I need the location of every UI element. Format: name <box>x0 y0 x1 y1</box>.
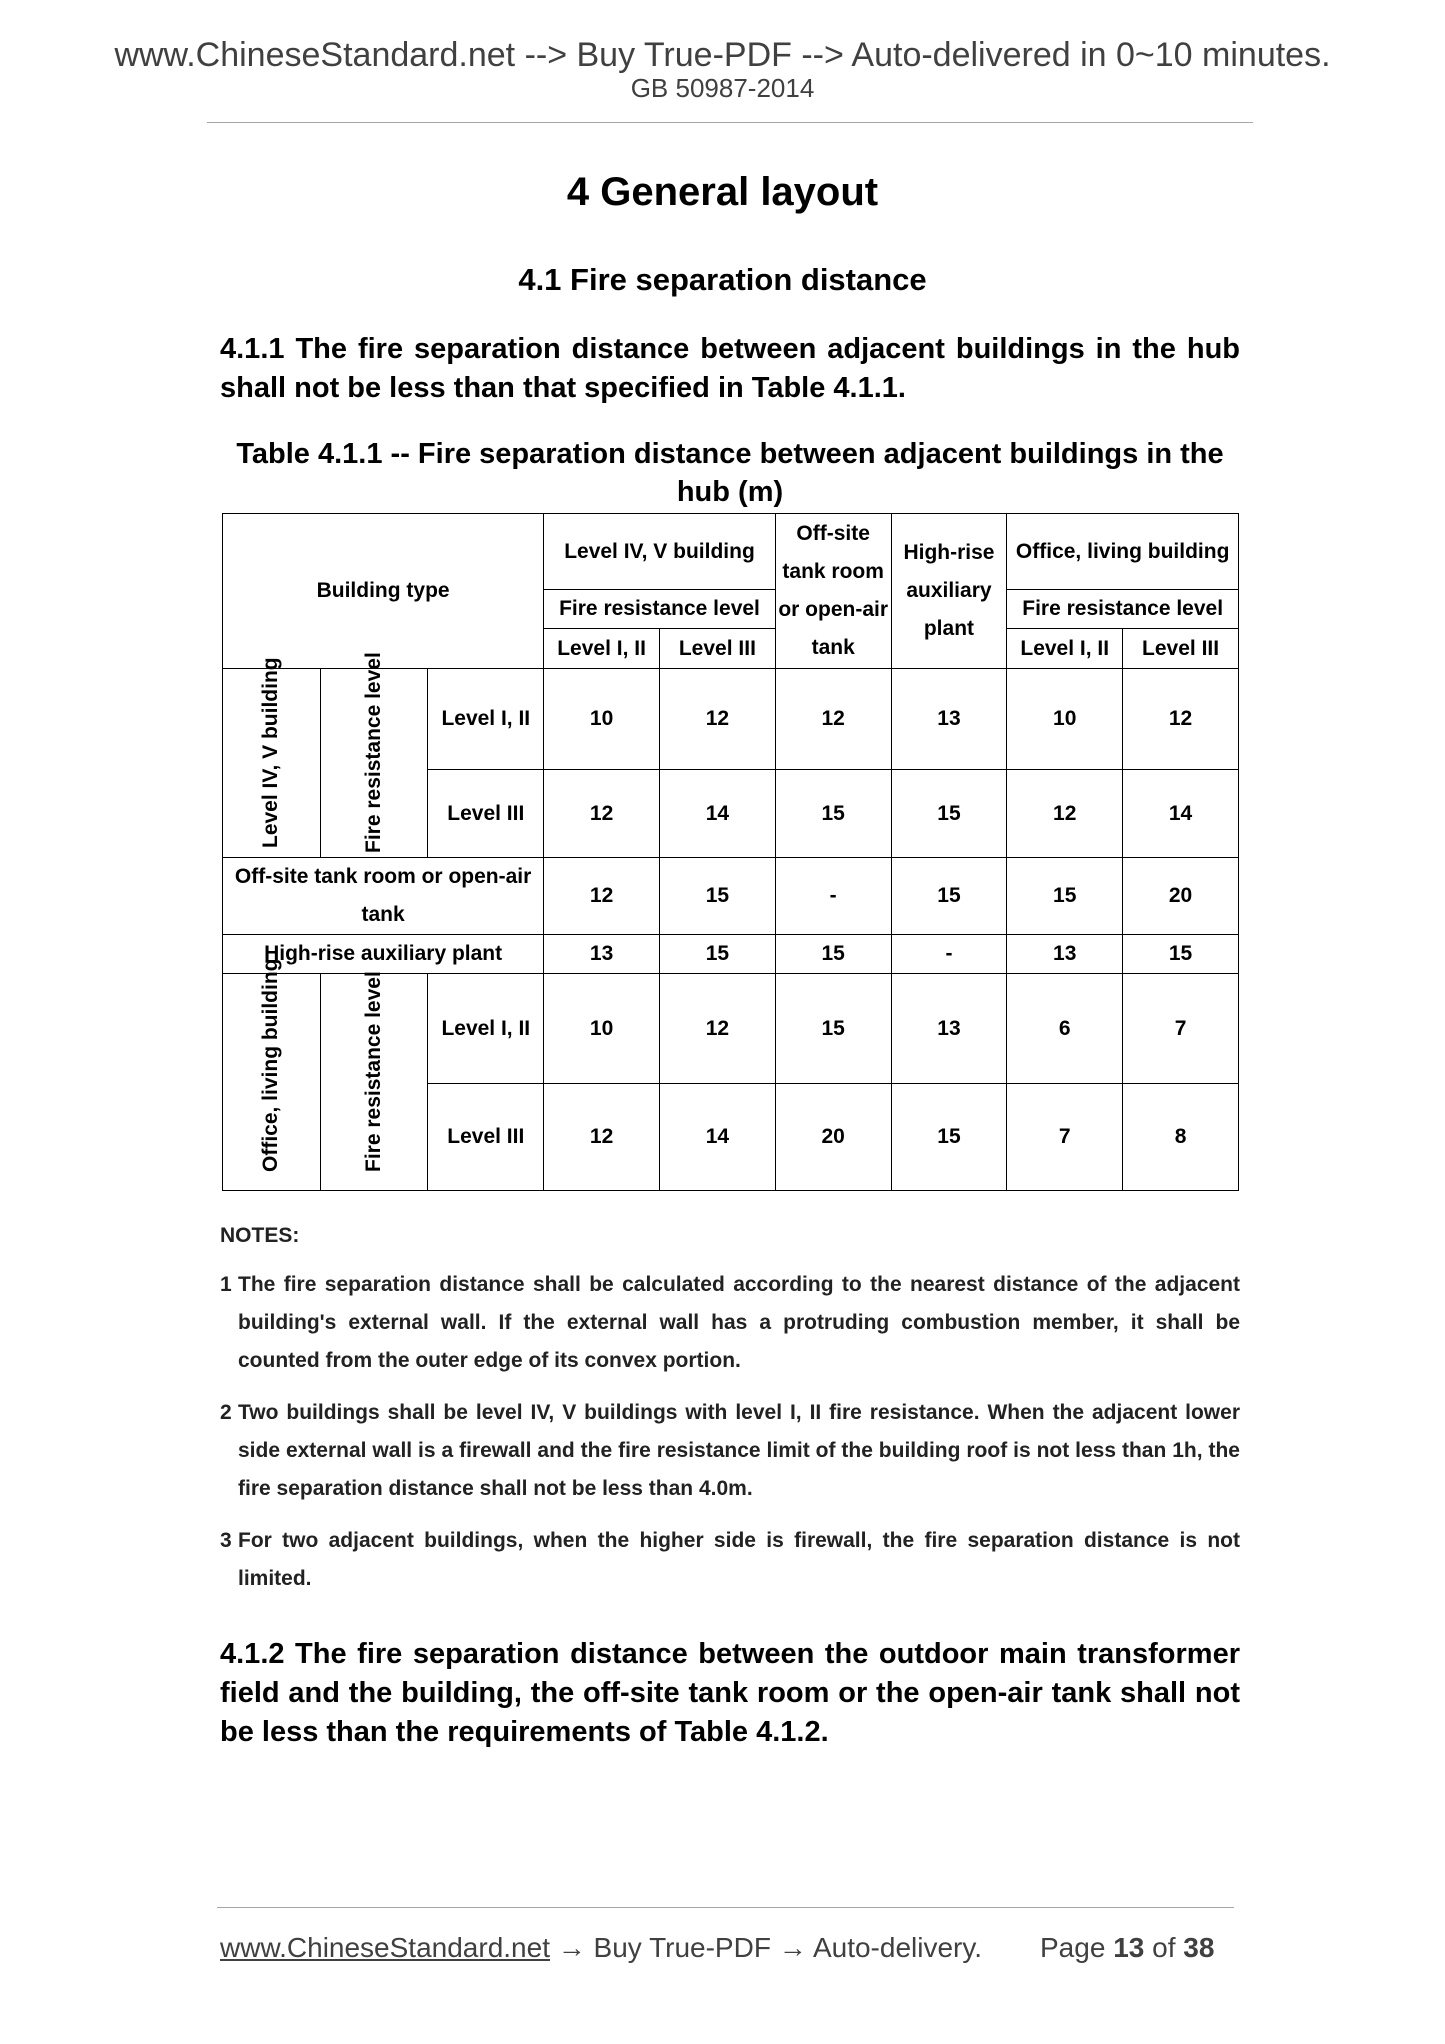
of-word: of <box>1152 1932 1176 1963</box>
table-cell: 6 <box>1007 974 1123 1084</box>
standard-code: GB 50987-2014 <box>630 73 815 103</box>
row-group-label: Office, living building <box>259 958 283 1172</box>
row-label-offsite-tank: Off-site tank room or open-air tank <box>223 858 544 935</box>
row-label-high-rise-plant: High-rise auxiliary plant <box>223 935 544 974</box>
page-indicator <box>1040 1932 1214 1964</box>
note-item <box>220 1522 1240 1598</box>
table-cell: 15 <box>1123 935 1239 974</box>
site-link[interactable]: www.ChineseStandard.net <box>220 1932 550 1963</box>
row-group-label: Fire resistance level <box>362 652 386 853</box>
header-level-i-ii: Level I, II <box>1007 629 1123 669</box>
building-type-header: Building type <box>223 514 544 669</box>
table-cell: 20 <box>775 1084 891 1191</box>
header-divider <box>207 122 1253 123</box>
note-number: 1 <box>220 1273 232 1296</box>
table-cell: 15 <box>891 1084 1007 1191</box>
table-cell: 14 <box>1123 770 1239 858</box>
table-row <box>223 935 1239 974</box>
table-cell: 12 <box>544 1084 660 1191</box>
table-cell: 15 <box>891 770 1007 858</box>
row-label-level-i-ii: Level I, II <box>428 669 544 770</box>
table-cell: 12 <box>1007 770 1123 858</box>
table-cell: 15 <box>659 935 775 974</box>
table-cell: 8 <box>1123 1084 1239 1191</box>
row-label-level-i-ii: Level I, II <box>428 974 544 1084</box>
table-cell: 15 <box>1007 858 1123 935</box>
header-high-rise-plant: High-rise auxiliary plant <box>891 514 1007 669</box>
table-row <box>223 974 1239 1084</box>
table-cell: 20 <box>1123 858 1239 935</box>
table-cell: 15 <box>891 858 1007 935</box>
header-banner: www.ChineseStandard.net --> Buy True-PDF --> Auto-delivered in 0~10 minutes. <box>114 36 1331 74</box>
notes <box>220 1224 1240 1612</box>
table-cell: 10 <box>1007 669 1123 770</box>
row-group-fire-resistance <box>320 652 428 858</box>
clause-4-1-1: 4.1.1 The fire separation distance between adjacent buildings in the hub shall not be less than that specified in Table 4.1.1. <box>220 333 1240 404</box>
note-number: 3 <box>220 1529 232 1552</box>
table-cell: 14 <box>659 770 775 858</box>
arrow-icon: → <box>557 1932 586 1963</box>
note-item <box>220 1394 1240 1508</box>
header-level-i-ii: Level I, II <box>544 629 660 669</box>
footer-links <box>220 1932 982 1964</box>
table-cell: - <box>891 935 1007 974</box>
table-cell: 12 <box>544 858 660 935</box>
header-office-living-building: Office, living building <box>1007 514 1239 590</box>
clause-4-1-2: 4.1.2 The fire separation distance between the outdoor main transformer field and the building, the off-site tank room or the open-air tank shall not be less than the requirements of Table 4.1.2. <box>220 1638 1240 1748</box>
row-group-fire-resistance <box>320 971 428 1191</box>
table-row <box>223 858 1239 935</box>
arrow-icon: → <box>778 1932 807 1963</box>
auto-delivery-text: Auto-delivery. <box>812 1932 983 1963</box>
table-cell: 13 <box>891 974 1007 1084</box>
note-item <box>220 1266 1240 1380</box>
table-cell: 13 <box>891 669 1007 770</box>
row-group-label: Level IV, V building <box>259 657 283 848</box>
table-caption: Table 4.1.1 -- Fire separation distance between adjacent buildings in the hub (m) <box>236 438 1224 508</box>
table-cell: 7 <box>1123 974 1239 1084</box>
table-cell: 12 <box>544 770 660 858</box>
table-cell: 7 <box>1007 1084 1123 1191</box>
header-level-iv-v-building: Level IV, V building <box>544 514 776 590</box>
table-cell: 15 <box>775 974 891 1084</box>
table-cell: 13 <box>1007 935 1123 974</box>
row-group-office-living-building <box>223 958 321 1191</box>
buy-true-pdf-text: Buy True-PDF <box>593 1932 771 1963</box>
header-level-iii: Level III <box>1123 629 1239 669</box>
header-fire-resistance-level: Fire resistance level <box>544 590 776 629</box>
note-text: For two adjacent buildings, when the higher side is firewall, the fire separation distance is not limited. <box>238 1529 1240 1590</box>
header-level-iii: Level III <box>659 629 775 669</box>
page-total: 38 <box>1183 1932 1215 1963</box>
table-cell: 15 <box>775 770 891 858</box>
page-number: 13 <box>1113 1932 1145 1963</box>
table-row <box>223 669 1239 770</box>
table-cell: 12 <box>659 669 775 770</box>
page-word: Page <box>1040 1932 1106 1963</box>
table-cell: - <box>775 858 891 935</box>
row-group-level-iv-v-building <box>223 657 321 858</box>
table-cell: 10 <box>544 669 660 770</box>
table-cell: 12 <box>775 669 891 770</box>
header-offsite-tank: Off-site tank room or open-air tank <box>775 514 891 669</box>
section-title: 4.1 Fire separation distance <box>518 262 927 297</box>
note-text: The fire separation distance shall be calculated according to the nearest distance of the adjacent building's external wall. If the external wall has a protruding combustion member, it shall be counted from the outer edge of its convex portion. <box>238 1273 1240 1372</box>
table-cell: 10 <box>544 974 660 1084</box>
table-cell: 15 <box>659 858 775 935</box>
header-fire-resistance-level: Fire resistance level <box>1007 590 1239 629</box>
table-cell: 13 <box>544 935 660 974</box>
footer-divider <box>217 1907 1234 1908</box>
fire-distance-table <box>222 513 1239 1191</box>
row-label-level-iii: Level III <box>428 1084 544 1191</box>
notes-title: NOTES: <box>220 1224 300 1247</box>
note-number: 2 <box>220 1401 232 1424</box>
row-label-level-iii: Level III <box>428 770 544 858</box>
table-cell: 15 <box>775 935 891 974</box>
row-group-label: Fire resistance level <box>362 971 386 1172</box>
table-cell: 12 <box>659 974 775 1084</box>
chapter-title: 4 General layout <box>566 170 879 214</box>
table-cell: 14 <box>659 1084 775 1191</box>
table-cell: 12 <box>1123 669 1239 770</box>
note-text: Two buildings shall be level IV, V buildings with level I, II fire resistance. When the adjacent lower side external wall is a firewall and the fire resistance limit of the building roof is not less than 1h, the fire separation distance shall not be less than 4.0m. <box>238 1401 1240 1500</box>
